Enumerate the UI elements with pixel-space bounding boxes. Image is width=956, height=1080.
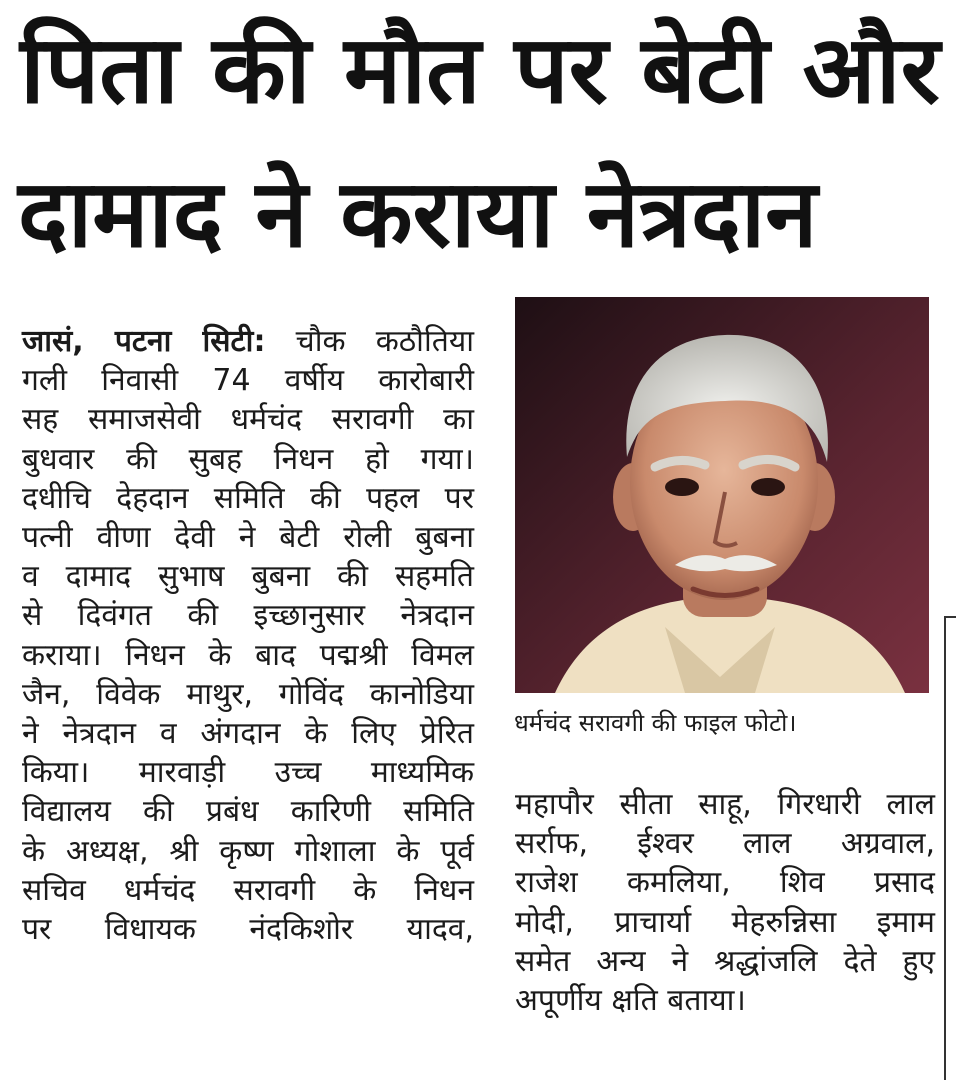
- article-line: महापौर सीता साहू, गिरधारी लाल: [515, 787, 935, 822]
- article-column-left: [22, 322, 474, 949]
- article-line: जासं, पटना सिटी: चौक कठौतिया: [22, 324, 474, 359]
- article-line: विद्यालय की प्रबंध कारिणी समिति: [22, 794, 474, 830]
- article-line: सर्राफ, ईश्वर लाल अग्रवाल,: [515, 826, 935, 862]
- dateline: जासं, पटना सिटी:: [22, 324, 266, 359]
- article-line: जैन, विवेक माथुर, गोविंद कानोडिया: [22, 676, 474, 712]
- article-line: व दामाद सुभाष बुबना की सहमति: [22, 559, 474, 595]
- photo-caption: धर्मचंद सरावगी की फाइल फोटो।: [514, 709, 797, 737]
- article-line: बुधवार की सुबह निधन हो गया।: [22, 441, 474, 477]
- article-column-right: [515, 785, 935, 1020]
- column-rule-tick: [944, 616, 956, 618]
- article-line: पत्नी वीणा देवी ने बेटी रोली बुबना: [22, 520, 474, 556]
- article-line: के अध्यक्ष, श्री कृष्ण गोशाला के पूर्व: [22, 833, 474, 869]
- article-line: कराया। निधन के बाद पद्मश्री विमल: [22, 637, 474, 673]
- portrait-illustration: [515, 297, 929, 693]
- headline-line-1: पिता की मौत पर बेटी और: [20, 16, 940, 125]
- article-line: से दिवंगत की इच्छानुसार नेत्रदान: [22, 598, 474, 634]
- article-line: मोदी, प्राचार्या मेहरुन्निसा इमाम: [515, 904, 935, 940]
- column-rule: [944, 616, 946, 1080]
- portrait-photo: [515, 297, 929, 693]
- article-line: दधीचि देहदान समिति की पहल पर: [22, 480, 474, 516]
- article-line: समेत अन्य ने श्रद्धांजलि देते हुए: [515, 943, 935, 979]
- article-line: राजेश कमलिया, शिव प्रसाद: [515, 865, 935, 901]
- article-line: सचिव धर्मचंद सरावगी के निधन: [22, 872, 474, 908]
- article-line: पर विधायक नंदकिशोर यादव,: [22, 912, 474, 948]
- headline-line-2: दामाद ने कराया नेत्रदान: [18, 160, 818, 269]
- article-line: ने नेत्रदान व अंगदान के लिए प्रेरित: [22, 716, 474, 752]
- article-line: सह समाजसेवी धर्मचंद सरावगी का: [22, 402, 474, 438]
- article-line: किया। मारवाड़ी उच्च माध्यमिक: [22, 755, 474, 791]
- article-line: गली निवासी 74 वर्षीय कारोबारी: [22, 363, 474, 399]
- article-line: अपूर्णीय क्षति बताया।: [515, 983, 746, 1019]
